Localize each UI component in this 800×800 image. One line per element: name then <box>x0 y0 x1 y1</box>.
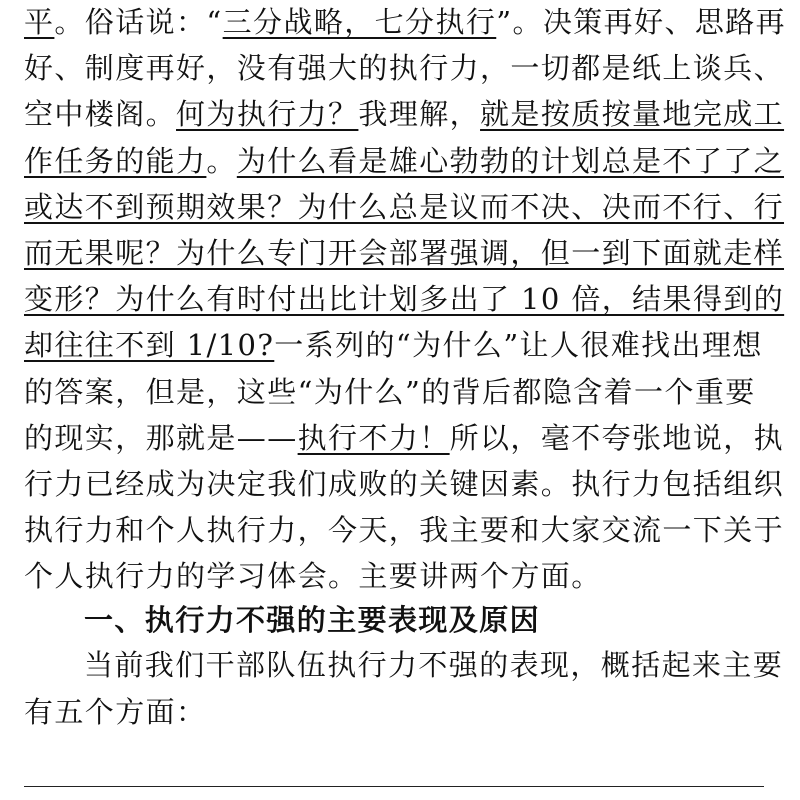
text-segment: 空中楼阁。 <box>24 97 177 132</box>
section-heading: 一、执行力不强的主要表现及原因 <box>84 603 541 637</box>
paragraph-line <box>24 45 785 91</box>
text-segment: 个人执行力的学习体会。主要讲两个方面。 <box>24 559 602 594</box>
paragraph-line <box>24 507 785 553</box>
paragraph-line <box>24 184 785 230</box>
paragraph-line <box>24 276 785 322</box>
paragraph-line <box>24 553 764 599</box>
text-segment: 好、制度再好，没有强大的执行力，一切都是纸上谈兵、 <box>24 51 785 86</box>
paragraph-line <box>24 322 764 368</box>
underlined-text: 执行不力！ <box>297 420 450 455</box>
paragraph-line <box>24 230 785 276</box>
underlined-text: 三分战略，七分执行 <box>222 5 497 39</box>
text-segment: 所以，毫不夸张地说，执 <box>449 420 785 455</box>
text-segment: 。 <box>206 143 237 178</box>
text-segment: 一系列的“为什么”让人很难找出理想 <box>274 328 763 363</box>
paragraph-line: 当前我们干部队伍执行力不强的表现，概括起来主要 <box>84 648 784 682</box>
text-segment: 的现实，那就是—— <box>24 420 298 455</box>
footer-divider <box>24 786 764 787</box>
paragraph-line <box>24 369 764 415</box>
text-segment: 执行力和个人执行力，今天，我主要和大家交流一下关于 <box>24 513 785 548</box>
text-segment: 的答案，但是，这些“为什么”的背后都隐含着一个重要 <box>24 374 756 409</box>
underlined-text: 却往往不到 1/10? <box>24 328 275 363</box>
paragraph-line <box>24 138 785 184</box>
underlined-text: 就是按质按量地完成工 <box>480 97 785 132</box>
paragraph-line: 有五个方面： <box>24 695 207 729</box>
paragraph-line <box>24 91 785 137</box>
underlined-text: 平 <box>24 5 55 39</box>
underlined-text: 或达不到预期效果？为什么总是议而不决、决而不行、行 <box>24 189 785 224</box>
underlined-text: 而无果呢？为什么专门开会部署强调，但一到下面就走样 <box>24 236 785 270</box>
paragraph-line <box>24 0 787 45</box>
text-segment: ”。决策再好、思路再 <box>496 5 787 39</box>
underlined-text: 为什么看是雄心勃勃的计划总是不了了之 <box>236 143 785 178</box>
underlined-text: 变形？为什么有时付出比计划多出了 10 倍，结果得到的 <box>24 282 785 317</box>
underlined-text: 何为执行力？ <box>176 97 359 132</box>
text-segment: 行力已经成为决定我们成败的关键因素。执行力包括组织 <box>24 467 785 501</box>
underlined-text: 作任务的能力 <box>24 143 207 178</box>
text-segment: 。俗话说：“ <box>54 5 223 39</box>
text-segment: 我理解， <box>358 97 481 132</box>
paragraph-line <box>24 461 785 507</box>
paragraph-line <box>24 415 785 461</box>
